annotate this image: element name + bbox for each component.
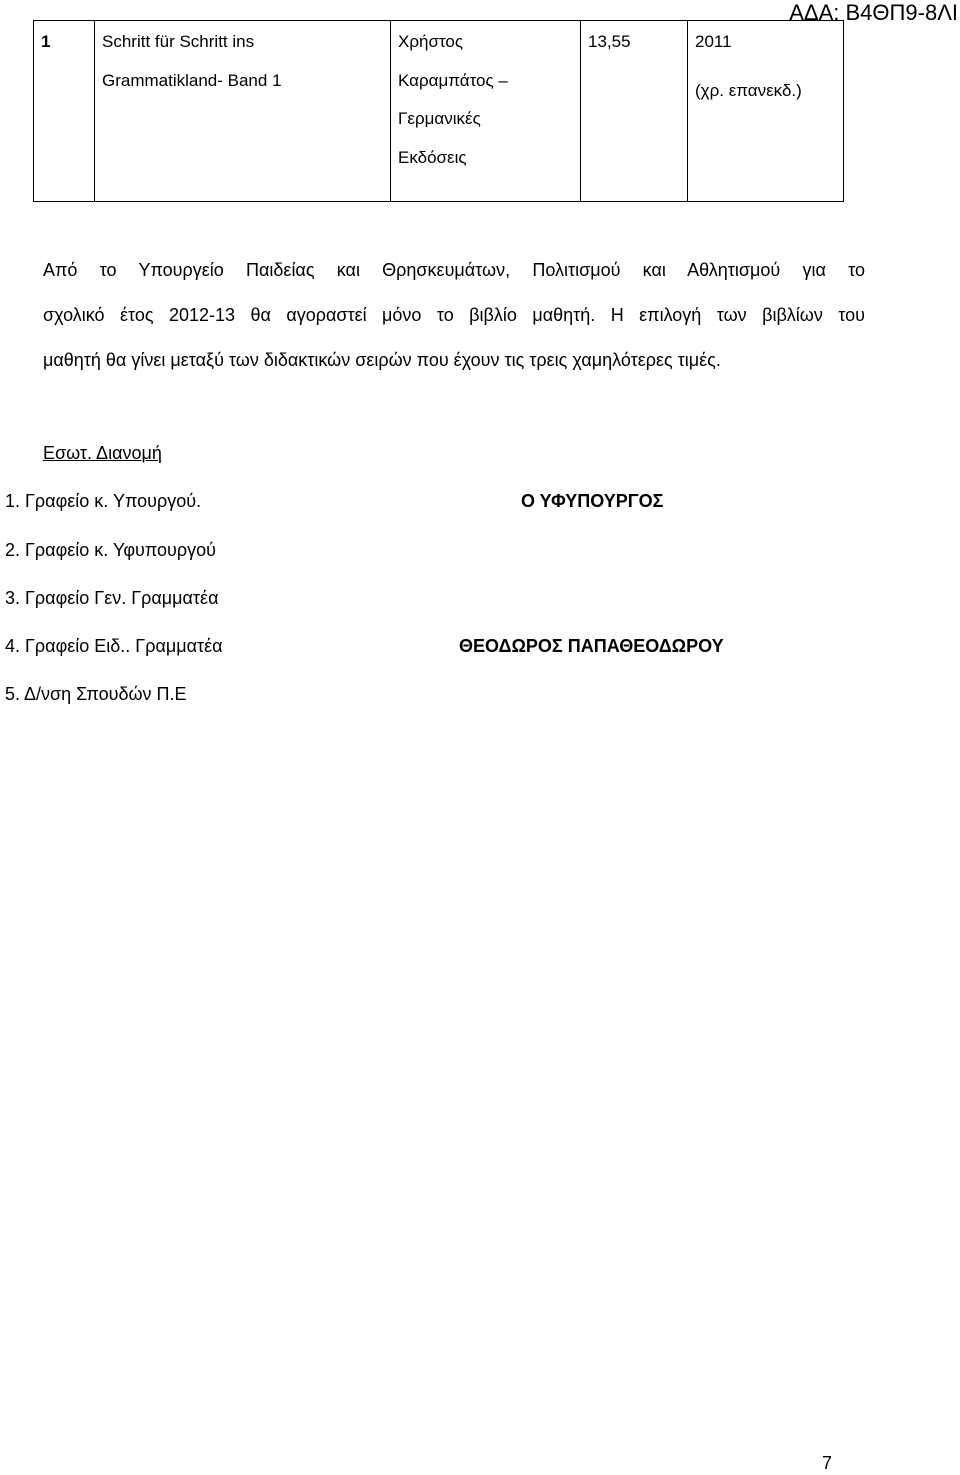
distribution-heading-underlined: Διανομή <box>96 443 162 463</box>
distribution-heading <box>43 443 162 464</box>
year-note: (χρ. επανεκδ.) <box>695 80 802 100</box>
author-line: Εκδόσεις <box>398 147 467 167</box>
cell-price <box>581 21 688 202</box>
signatory-role: Ο ΥΦΥΠΟΥΡΓΟΣ <box>521 491 664 511</box>
distribution-item: 2. Γραφείο κ. Υφυπουργού <box>5 540 216 560</box>
author-line: Χρήστος <box>398 32 464 51</box>
ada-code: ΑΔΑ: Β4ΘΠ9-8ΛΙ <box>789 0 958 25</box>
distribution-item: 5. Δ/νση Σπουδών Π.Ε <box>5 684 187 704</box>
table-row <box>34 21 844 202</box>
author-line: Καραμπάτος – <box>398 70 508 90</box>
book-table <box>33 20 844 202</box>
page-number: 7 <box>821 1453 832 1473</box>
title-line: Grammatikland- Band 1 <box>102 70 282 90</box>
distribution-item: 3. Γραφείο Γεν. Γραμματέα <box>5 588 219 608</box>
price: 13,55 <box>588 32 631 51</box>
paragraph-line: Από το Υπουργείο Παιδείας και Θρησκευμάτων, Πολιτισμού και Αθλητισμού για το <box>43 260 865 280</box>
paragraph-line: μαθητή θα γίνει μεταξύ των διδακτικών σειρών που έχουν τις τρεις χαμηλότερες τιμές. <box>43 350 721 370</box>
cell-number <box>34 21 95 202</box>
distribution-item: 4. Γραφείο Ειδ.. Γραμματέα <box>5 636 223 656</box>
year: 2011 <box>695 32 732 51</box>
cell-year <box>688 21 844 202</box>
row-number: 1 <box>41 32 51 51</box>
distribution-item: 1. Γραφείο κ. Υπουργού. <box>5 491 202 511</box>
paragraph-line: σχολικό έτος 2012-13 θα αγοραστεί μόνο το βιβλίο μαθητή. Η επιλογή των βιβλίων του <box>43 305 865 325</box>
author-line: Γερμανικές <box>398 109 481 128</box>
distribution-heading-prefix: Εσωτ. <box>43 443 97 463</box>
signatory-name: ΘΕΟΔΩΡΟΣ ΠΑΠΑΘΕΟΔΩΡΟΥ <box>459 636 724 656</box>
body-paragraph <box>43 248 873 383</box>
title-line: Schritt für Schritt ins <box>102 32 255 51</box>
cell-author <box>391 21 581 202</box>
cell-title <box>95 21 391 202</box>
